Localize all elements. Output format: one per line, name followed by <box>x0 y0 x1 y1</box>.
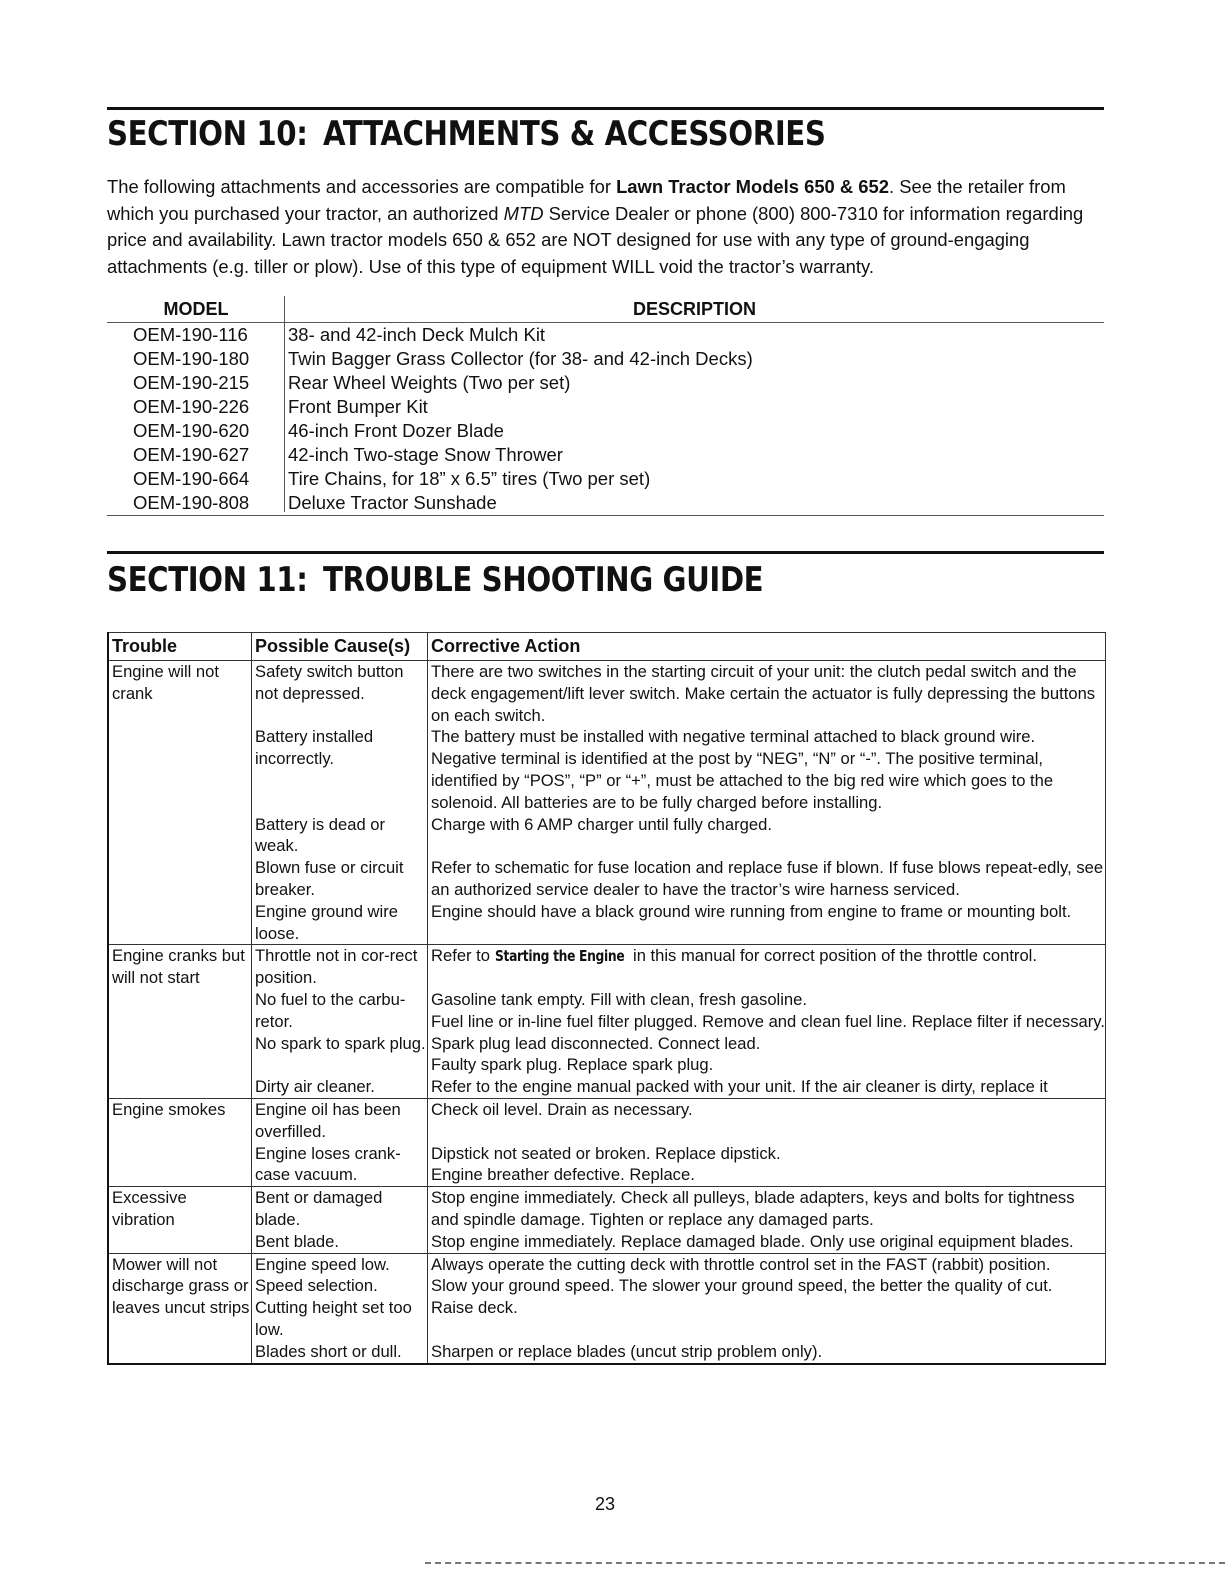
troubleshooting-table <box>107 632 1106 1365</box>
model-number: OEM-190-620 <box>133 420 250 441</box>
model-number: OEM-190-627 <box>133 444 250 465</box>
list-item <box>107 443 1104 467</box>
accessory-description: 38- and 42-inch Deck Mulch Kit <box>288 324 546 345</box>
model-number: OEM-190-116 <box>133 324 248 345</box>
accessory-description: Tire Chains, for 18” x 6.5” tires (Two per set) <box>288 468 651 489</box>
model-number: OEM-190-226 <box>133 396 250 417</box>
table-row <box>108 726 1106 813</box>
accessories-body <box>107 322 1104 516</box>
table-row <box>108 857 1106 901</box>
cause-cell: Engine ground wire loose. <box>252 901 428 945</box>
section11-number: SECTION 11: <box>107 560 308 600</box>
list-item <box>107 395 1104 419</box>
trouble-cell: Engine smokes <box>108 1098 252 1186</box>
table-row <box>108 945 1106 989</box>
action-cell: Engine should have a black ground wire running from engine to frame or mounting bolt. <box>428 901 1106 945</box>
list-item <box>107 467 1104 491</box>
table-row <box>108 1253 1106 1275</box>
section11-title: TROUBLE SHOOTING GUIDE <box>322 560 764 600</box>
accessory-description: 46-inch Front Dozer Blade <box>288 420 504 441</box>
model-number: OEM-190-664 <box>133 468 250 489</box>
action-cell <box>428 945 1106 989</box>
description-header: DESCRIPTION <box>632 298 756 319</box>
action-text: Spark plug lead disconnected. Connect lead. <box>431 1033 761 1053</box>
cause-cell: Speed selection. <box>252 1275 428 1297</box>
table-row <box>108 1341 1106 1364</box>
cause-cell: Battery is dead or weak. <box>252 814 428 858</box>
cause-cell: Dirty air cleaner. <box>252 1076 428 1098</box>
model-header: MODEL <box>163 298 229 319</box>
troubleshooting-header <box>108 633 1106 661</box>
intro-models: Lawn Tractor Models 650 & 652 <box>616 176 889 197</box>
section10-intro <box>107 174 1107 280</box>
action-text: Gasoline tank empty. Fill with clean, fresh gasoline. <box>431 989 807 1009</box>
scan-edge-marks <box>425 1562 1225 1564</box>
table-row <box>108 1187 1106 1231</box>
table-row <box>108 1231 1106 1253</box>
cause-cell: Cutting height set too low. <box>252 1297 428 1341</box>
trouble-cell: Mower will not discharge grass or leaves uncut strips <box>108 1253 252 1363</box>
trouble-cell: Engine cranks but will not start <box>108 945 252 1099</box>
cause-cell: Engine loses crank-case vacuum. <box>252 1143 428 1187</box>
table-row <box>108 1275 1106 1297</box>
intro-text-3: Service Dealer or phone (800) 800-7310 for information regarding price and availability. Lawn tractor models 650 & 652 are NOT designed for use with any type of ground-engaging attachments (e.g. tiller or plow). Use of this type of equipment WILL void the tractor’s warranty. <box>107 202 1084 277</box>
cause-cell: Safety switch button not depressed. <box>252 661 428 727</box>
cause-cell: Bent blade. <box>252 1231 428 1253</box>
cause-cell: Battery installed incorrectly. <box>252 726 428 813</box>
accessory-description: 42-inch Two-stage Snow Thrower <box>288 444 563 465</box>
action-cell <box>428 989 1106 1033</box>
accessory-description: Deluxe Tractor Sunshade <box>288 492 497 513</box>
action-header: Corrective Action <box>428 633 1106 661</box>
cause-cell: No fuel to the carbu-retor. <box>252 989 428 1033</box>
model-number: OEM-190-808 <box>133 492 250 513</box>
table-row <box>108 1033 1106 1077</box>
cause-cell: Engine oil has been overfilled. <box>252 1098 428 1142</box>
accessory-description: Rear Wheel Weights (Two per set) <box>288 372 571 393</box>
table-row <box>108 661 1106 727</box>
action-cell: Always operate the cutting deck with throttle control set in the FAST (rabbit) position. <box>428 1253 1106 1275</box>
accessory-description: Twin Bagger Grass Collector (for 38- and 42-inch Decks) <box>288 348 753 369</box>
section10-heading <box>107 114 825 154</box>
table-row <box>108 989 1106 1033</box>
action-cell: Slow your ground speed. The slower your ground speed, the better the quality of cut. <box>428 1275 1106 1297</box>
cause-cell: Blades short or dull. <box>252 1341 428 1364</box>
action-cell: Check oil level. Drain as necessary. <box>428 1098 1106 1142</box>
section10-number: SECTION 10: <box>107 114 308 154</box>
action-cell <box>428 1143 1106 1187</box>
action-text: Fuel line or in-line fuel filter plugged. Remove and clean fuel line. Replace filter if necessary. <box>431 1011 1105 1031</box>
cause-cell: Throttle not in cor-rect position. <box>252 945 428 989</box>
action-text: Engine breather defective. Replace. <box>431 1165 695 1185</box>
table-row <box>108 1143 1106 1187</box>
intro-text-2: . See the retailer from which you purchased your tractor, an authorized <box>107 176 1066 224</box>
list-item <box>107 491 1104 515</box>
intro-text-1: The following attachments and accessories are compatible for <box>107 176 617 197</box>
action-text: in this manual for correct position of the throttle control. <box>628 946 1037 966</box>
action-cell: Refer to schematic for fuse location and replace fuse if blown. If fuse blows repeat-edly, see an authorized service dealer to have the tractor’s wire harness serviced. <box>428 857 1106 901</box>
action-cell: Stop engine immediately. Replace damaged blade. Only use original equipment blades. <box>428 1231 1106 1253</box>
intro-brand: MTD <box>503 202 544 224</box>
accessories-table <box>107 296 1104 516</box>
action-cell: There are two switches in the starting circuit of your unit: the clutch pedal switch and the deck engagement/lift lever switch. Make certain the actuator is fully depressing the buttons on each switch. <box>428 661 1106 727</box>
cause-cell: Engine speed low. <box>252 1253 428 1275</box>
action-text: Dipstick not seated or broken. Replace dipstick. <box>431 1143 781 1163</box>
page-number: 23 <box>594 1494 616 1514</box>
table-row <box>108 901 1106 945</box>
accessory-description: Front Bumper Kit <box>288 396 428 417</box>
model-number: OEM-190-215 <box>133 372 250 393</box>
action-cell: Charge with 6 AMP charger until fully charged. <box>428 814 1106 858</box>
cause-header: Possible Cause(s) <box>252 633 428 661</box>
table-row <box>108 1076 1106 1098</box>
action-cell: Refer to the engine manual packed with your unit. If the air cleaner is dirty, replace it <box>428 1076 1106 1098</box>
table-row <box>108 814 1106 858</box>
starting-engine-reference: Starting the Engine <box>494 947 624 966</box>
list-item <box>107 347 1104 371</box>
action-text: Refer to <box>431 946 495 966</box>
trouble-header: Trouble <box>108 633 252 661</box>
cause-cell: Blown fuse or circuit breaker. <box>252 857 428 901</box>
list-item <box>107 371 1104 395</box>
action-cell: The battery must be installed with negative terminal attached to black ground wire. Negative terminal is identified at the post by “NEG”, “N” or “-”. The positive terminal, identified by “POS”, “P” or “+”, must be attached to the big red wire which goes to the solenoid. All batteries are to be fully charged before installing. <box>428 726 1106 813</box>
action-text: Faulty spark plug. Replace spark plug. <box>431 1055 714 1075</box>
accessories-divider <box>284 296 285 512</box>
model-number: OEM-190-180 <box>133 348 250 369</box>
section11-heading <box>107 560 763 600</box>
section11-rule <box>107 551 1104 554</box>
table-row <box>108 1297 1106 1341</box>
action-cell: Raise deck. <box>428 1297 1106 1341</box>
action-cell <box>428 1033 1106 1077</box>
list-item <box>107 323 1104 347</box>
action-cell: Sharpen or replace blades (uncut strip problem only). <box>428 1341 1106 1364</box>
accessories-header <box>107 296 1104 322</box>
action-cell: Stop engine immediately. Check all pulleys, blade adapters, keys and bolts for tightness and spindle damage. Tighten or replace any damaged parts. <box>428 1187 1106 1231</box>
section10-title: ATTACHMENTS & ACCESSORIES <box>322 114 826 154</box>
cause-cell: No spark to spark plug. <box>252 1033 428 1077</box>
table-row <box>108 1098 1106 1142</box>
trouble-cell: Excessive vibration <box>108 1187 252 1253</box>
list-item <box>107 419 1104 443</box>
cause-cell: Bent or damaged blade. <box>252 1187 428 1231</box>
trouble-cell: Engine will not crank <box>108 661 252 945</box>
section10-rule <box>107 107 1104 110</box>
